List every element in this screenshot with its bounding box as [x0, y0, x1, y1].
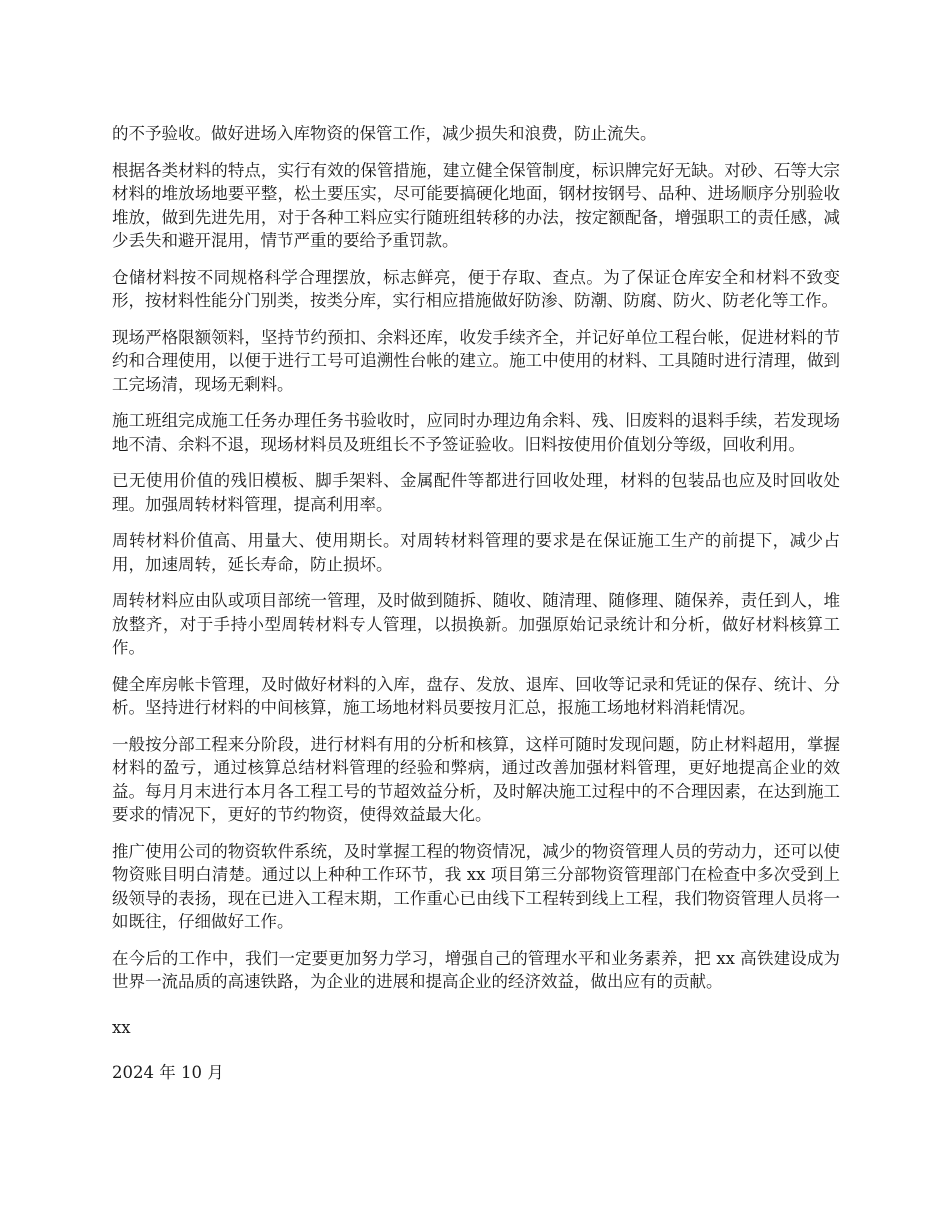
paragraph-10: 一般按分部工程来分阶段，进行材料有用的分析和核算，这样可随时发现问题，防止材料超用，掌握材料的盈亏，通过核算总结材料管理的经验和弊病，通过改善加强材料管理，更好地提高企业的效益。每月月末进行本月各工程工号的节超效益分析，及时解决施工过程中的不合理因素，在达到施工要求的情况下，更好的节约物资，使得效益最大化。 [112, 734, 840, 824]
paragraph-5: 施工班组完成施工任务办理任务书验收时，应同时办理边角余料、残、旧废料的退料手续，若发现场地不清、余料不退，现场材料员及班组长不予签证验收。旧料按使用价值划分等级，回收利用。 [112, 411, 840, 454]
document-body [112, 122, 840, 1098]
paragraph-9: 健全库房帐卡管理，及时做好材料的入库，盘存、发放、退库、回收等记录和凭证的保存、统计、分析。坚持进行材料的中间核算，施工场地材料员要按月汇总，报施工场地材料消耗情况。 [112, 674, 840, 717]
paragraph-8: 周转材料应由队或项目部统一管理，及时做到随拆、随收、随清理、随修理、随保养，责任到人，堆放整齐，对于手持小型周转材料专人管理，以损换新。加强原始记录统计和分析，做好材料核算工作。 [112, 591, 840, 657]
paragraph-11: 推广使用公司的物资软件系统，及时掌握工程的物资情况，减少的物资管理人员的劳动力，还可以使物资账目明白清楚。通过以上种种工作环节，我 xx 项目第三分部物资管理部门在检查中多次受到上级领导的表扬，现在已进入工程末期，工作重心已由线下工程转到线上工程，我们物资管理人员将一如既往，仔细做好工作。 [112, 841, 840, 931]
signature: xx [112, 1017, 131, 1037]
paragraph-1: 的不予验收。做好进场入库物资的保管工作，减少损失和浪费，防止流失。 [112, 124, 657, 143]
paragraph-7: 周转材料价值高、用量大、使用期长。对周转材料管理的要求是在保证施工生产的前提下，减少占用，加速周转，延长寿命，防止损坏。 [112, 531, 840, 574]
paragraph-4: 现场严格限额领料，坚持节约预扣、余料还库，收发手续齐全，并记好单位工程台帐，促进材料的节约和合理使用，以便于进行工号可追溯性台帐的建立。施工中使用的材料、工具随时进行清理，做到工完场清，现场无剩料。 [112, 327, 840, 394]
date-line: 2024 年 10 月 [112, 1063, 224, 1082]
paragraph-12: 在今后的工作中，我们一定要更加努力学习，增强自己的管理水平和业务素养，把 xx 高铁建设成为世界一流品质的高速铁路，为企业的进展和提高企业的经济效益，做出应有的贡献。 [112, 948, 840, 991]
paragraph-6: 已无使用价值的残旧模板、脚手架料、金属配件等都进行回收处理，材料的包装品也应及时回收处理。加强周转材料管理，提高利用率。 [112, 471, 840, 514]
paragraph-3: 仓储材料按不同规格科学合理摆放，标志鲜亮，便于存取、查点。为了保证仓库安全和材料不致变形，按材料性能分门别类，按类分库，实行相应措施做好防渗、防潮、防腐、防火、防老化等工作。 [112, 267, 840, 310]
paragraph-2: 根据各类材料的特点，实行有效的保管措施，建立健全保管制度，标识牌完好无缺。对砂、石等大宗材料的堆放场地要平整，松土要压实，尽可能要搞硬化地面，钢材按钢号、品种、进场顺序分别验收堆放，做到先进先用，对于各种工料应实行随班组转移的办法，按定额配备，增强职工的责任感，减少丢失和避开混用，情节严重的要给予重罚款。 [112, 160, 840, 250]
